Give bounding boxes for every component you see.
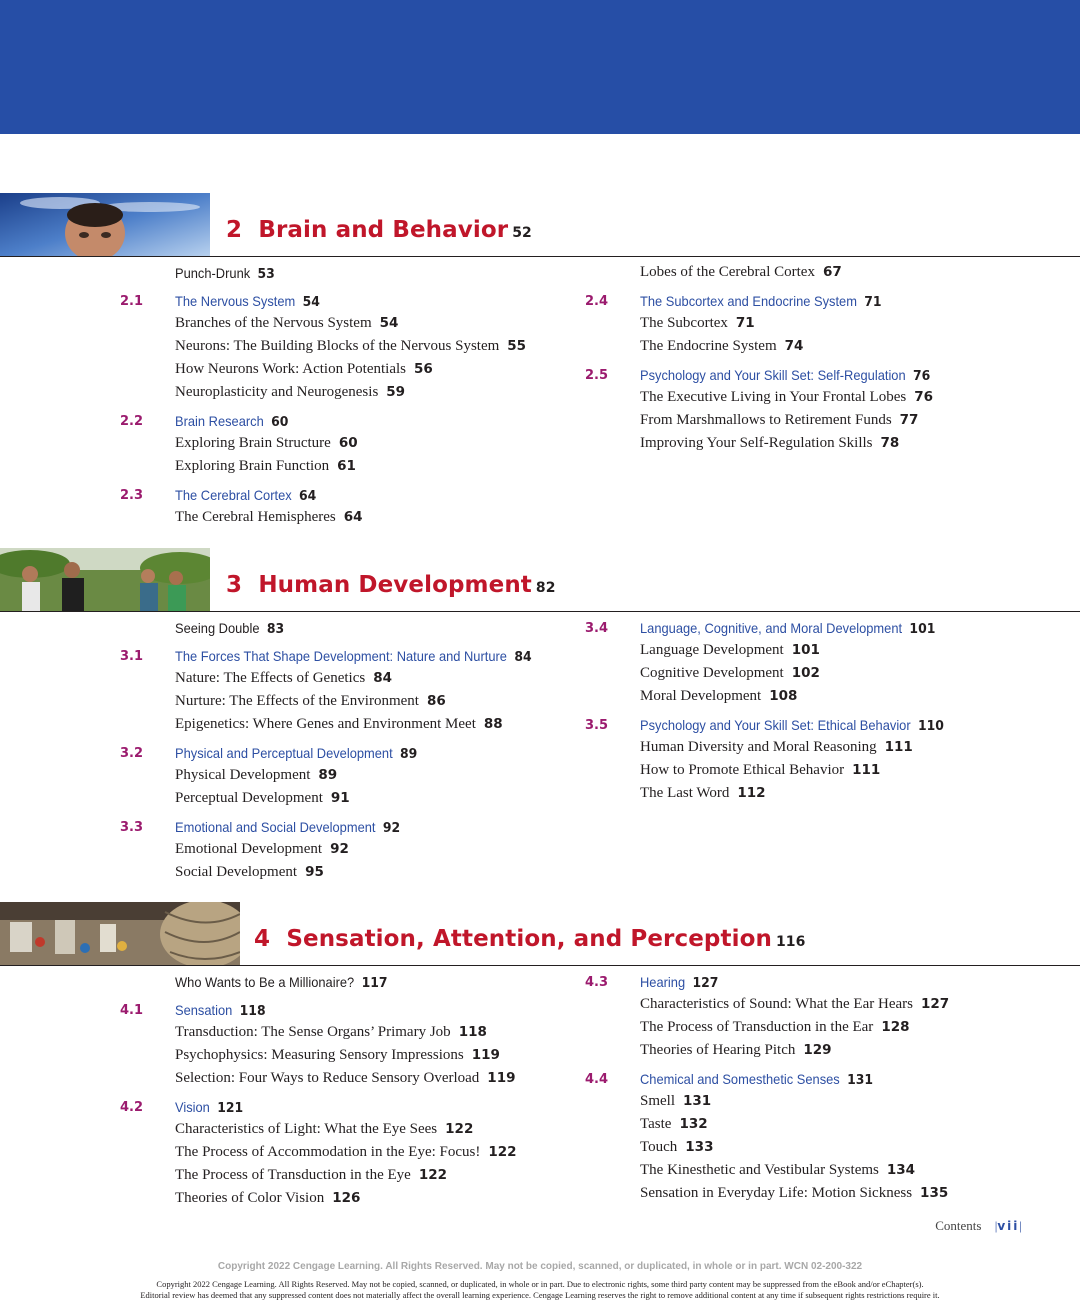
page-number: 111 [852,762,881,778]
entry-title [640,1116,708,1133]
toc-subsection-row [0,457,560,480]
page-number: 121 [217,1100,244,1116]
page-number: 118 [239,1003,266,1019]
entry-label: Characteristics of Light: What the Eye Sees [175,1121,438,1137]
entry-label: Touch [640,1139,678,1155]
page-number: 64 [343,509,363,525]
entry-label: Who Wants to Be a Millionaire? [175,974,355,990]
entry-label: The Subcortex and Endocrine System [640,293,857,309]
section-number: 2.3 [120,488,144,503]
section-title [175,1099,243,1116]
toc-subsection-row [465,1161,1080,1184]
section-title [175,487,316,504]
toc-section-row [465,618,1080,641]
entry-title [175,767,337,784]
page-number: 126 [332,1190,361,1206]
entry-label: Language Development [640,642,784,658]
toc-subsection-row [465,641,1080,664]
page-number: 89 [318,767,338,783]
page-number: 74 [784,338,804,354]
section-number: 3.3 [120,820,144,835]
toc-subsection-row [465,314,1080,337]
entry-title [175,315,398,332]
page-number: 88 [483,716,503,732]
entry-label: Emotional Development [175,841,323,857]
entry-label: Hearing [640,974,686,990]
section-number: 2.1 [120,294,144,309]
page-number: 76 [914,389,934,405]
toc-subsection-row [465,784,1080,807]
chapter-3-page: 82 [535,580,556,596]
entry-title [640,1139,713,1156]
section-title [640,367,930,384]
section-number: 2.2 [120,414,144,429]
toc-section-row [465,365,1080,388]
page-number: 127 [692,975,719,991]
page-number: 84 [373,670,392,686]
toc-subsection-row [465,738,1080,761]
entry-label: The Endocrine System [640,338,777,354]
entry-label: Neuroplasticity and Neurogenesis [175,384,379,400]
section-number: 3.1 [120,649,144,664]
entry-title [640,315,755,332]
page-number: 77 [899,412,919,428]
entry-label: Physical Development [175,767,311,783]
entry-title [640,1042,832,1059]
section-title [175,293,320,310]
entry-title [175,1024,487,1041]
chapter-2-page: 52 [512,225,532,241]
entry-label: How to Promote Ethical Behavior [640,762,845,778]
toc-subsection-row [465,761,1080,784]
entry-label: Chemical and Somesthetic Senses [640,1071,840,1087]
toc-subsection-row [465,1018,1080,1041]
entry-label: Improving Your Self-Regulation Skills [640,435,873,451]
entry-label: Language, Cognitive, and Moral Development [640,620,903,636]
entry-title [640,739,913,756]
page-number: 95 [305,864,324,880]
entry-label: Vision [175,1099,210,1115]
section-title [175,1002,266,1019]
copyright-watermark: Copyright 2022 Cengage Learning. All Rights Reserved. May not be copied, scanned, or duplicated, in whole or in part. WCN 02-200-322 [217,1261,863,1272]
toc-subsection-row [465,263,1080,286]
section-number: 2.5 [585,368,609,383]
entry-title [175,1121,473,1138]
toc-subsection-row [465,434,1080,457]
toc-subsection-row [465,687,1080,710]
toc-subsection-row [465,1092,1080,1115]
entry-label: Moral Development [640,688,762,704]
toc-subsection-row [465,1115,1080,1138]
copyright-notice [0,1279,1080,1301]
page-number: 111 [884,739,913,755]
chapter-rule [0,256,1080,257]
toc-subsection-row [465,1184,1080,1207]
entry-label: Human Diversity and Moral Reasoning [640,739,877,755]
toc-subsection-row [465,337,1080,360]
page-number: 54 [302,294,320,310]
chapter-4-right-column [465,972,1080,1207]
entry-title [640,665,820,682]
entry-label: The Kinesthetic and Vestibular Systems [640,1162,879,1178]
page-number: 56 [414,361,433,377]
page-number: 132 [679,1116,708,1132]
page-number: 91 [330,790,350,806]
section-title [640,293,882,310]
chapter-3-photo [0,548,210,612]
entry-label: Theories of Color Vision [175,1190,325,1206]
entry-label: Punch-Drunk [175,265,251,281]
chapter-2-photo [0,193,210,257]
section-number: 3.2 [120,746,144,761]
toc-subsection-row [465,1138,1080,1161]
entry-title [175,620,284,637]
entry-label: The Nervous System [175,293,296,309]
toc-subsection-row [465,664,1080,687]
page-number: 71 [864,294,882,310]
entry-label: Emotional and Social Development [175,819,376,835]
entry-label: Perceptual Development [175,790,323,806]
toc-section-row [465,1069,1080,1092]
section-title [640,620,935,637]
entry-label: Nature: The Effects of Genetics [175,670,366,686]
entry-title [640,1185,948,1202]
entry-title [640,389,933,406]
page-number: 117 [361,975,388,991]
entry-label: Exploring Brain Function [175,458,330,474]
entry-title [175,864,324,881]
entry-label: Psychophysics: Measuring Sensory Impressions [175,1047,464,1063]
section-number: 3.5 [585,718,609,733]
section-title [175,413,288,430]
entry-label: The Process of Accommodation in the Eye: Focus! [175,1144,481,1160]
page-number: 53 [257,266,275,282]
footer-page-number: vii [997,1219,1020,1233]
page-number: 55 [507,338,527,354]
entry-title [175,716,503,733]
entry-title [640,264,842,281]
page-number: 83 [266,621,285,637]
entry-title [175,435,358,452]
entry-label: The Executive Living in Your Frontal Lobes [640,389,907,405]
entry-label: The Cerebral Hemispheres [175,509,336,525]
entry-label: How Neurons Work: Action Potentials [175,361,406,377]
toc-section-row [465,972,1080,995]
entry-title [640,642,820,659]
chapter-2-title: 2 Brain and Behavior 52 [226,217,532,243]
entry-label: Transduction: The Sense Organs’ Primary Job [175,1024,451,1040]
toc-subsection-row [465,411,1080,434]
entry-label: Seeing Double [175,620,260,636]
section-title [175,819,400,836]
page-number: 76 [912,368,931,384]
entry-title [640,435,899,452]
entry-label: The Forces That Shape Development: Nature and Nurture [175,648,507,664]
chapter-rule [0,611,1080,612]
page-number: 112 [737,785,766,801]
page-number: 134 [886,1162,916,1178]
entry-title [640,785,766,802]
entry-label: Epigenetics: Where Genes and Environment Meet [175,716,476,732]
page-number: 127 [920,996,950,1012]
entry-label: Sensation [175,1002,233,1018]
entry-title [640,1093,711,1110]
entry-label: Characteristics of Sound: What the Ear Hears [640,996,913,1012]
entry-label: Selection: Four Ways to Reduce Sensory Overload [175,1070,480,1086]
page-number: 67 [822,264,842,280]
entry-title [175,1167,447,1184]
entry-title [640,338,803,355]
entry-label: The Process of Transduction in the Eye [175,1167,411,1183]
entry-label: Psychology and Your Skill Set: Self-Regulation [640,367,906,383]
page-number: 64 [299,488,317,504]
section-title [640,717,944,734]
section-title [175,745,417,762]
entry-label: Sensation in Everyday Life: Motion Sickness [640,1185,913,1201]
page-number: 89 [400,746,418,762]
page-number: 84 [514,649,532,665]
chapter-3-title: 3 Human Development 82 [226,572,556,598]
running-footer: Contents |vii| [935,1218,1022,1233]
copyright-notice-line-2: Editorial review has deemed that any suppressed content does not materially affect the overall learning experience. Cengage Learning reserves the right to remove additional content at any time if subsequent rights restrictions require it. [140,1290,940,1300]
toc-subsection-row [0,863,560,886]
entry-title [640,996,949,1013]
page-number: 78 [880,435,900,451]
toc-subsection-row [0,508,560,531]
entry-title [640,1019,910,1036]
entry-title [640,1162,915,1179]
toc-subsection-row [0,840,560,863]
entry-label: Taste [640,1116,672,1132]
page-number: 101 [909,621,936,637]
page-number: 128 [881,1019,910,1035]
section-number: 4.1 [120,1003,144,1018]
page-number: 86 [426,693,446,709]
page-number: 60 [338,435,358,451]
section-number: 4.4 [585,1072,609,1087]
page-number: 59 [386,384,406,400]
page-number: 135 [920,1185,949,1201]
entry-label: The Process of Transduction in the Ear [640,1019,874,1035]
chapter-3-right-column [465,618,1080,807]
page-number: 101 [791,642,820,658]
footer-section-label: Contents [935,1218,982,1233]
entry-label: Smell [640,1093,676,1109]
entry-label: Lobes of the Cerebral Cortex [640,264,815,280]
page-number: 60 [271,414,289,430]
entry-label: Brain Research [175,413,264,429]
page-number: 108 [769,688,798,704]
entry-title [175,361,433,378]
entry-title [175,509,363,526]
page-number: 61 [337,458,356,474]
page-number: 71 [735,315,755,331]
entry-title [175,384,405,401]
toc-subsection-row [465,1041,1080,1064]
page-number: 122 [445,1121,474,1137]
page-number: 54 [379,315,399,331]
page-number: 92 [330,841,349,857]
page-number: 110 [917,718,944,734]
page-number: 122 [418,1167,447,1183]
entry-title [175,1047,500,1064]
page-number: 133 [685,1139,714,1155]
toc-section-row [465,291,1080,314]
entry-title [640,762,880,779]
chapter-4-page: 116 [775,934,806,950]
section-number: 4.3 [585,975,609,990]
entry-label: Branches of the Nervous System [175,315,372,331]
page-number: 122 [488,1144,517,1160]
chapter-rule [0,965,1080,966]
chapter-4-title: 4 Sensation, Attention, and Perception 116 [254,926,806,952]
entry-title [640,412,918,429]
page-number: 131 [683,1093,712,1109]
entry-title [175,693,446,710]
entry-title [175,670,392,687]
entry-label: Psychology and Your Skill Set: Ethical Behavior [640,717,911,733]
entry-label: The Last Word [640,785,730,801]
section-number: 3.4 [585,621,609,636]
page-number: 119 [471,1047,500,1063]
entry-label: Exploring Brain Structure [175,435,331,451]
entry-title [175,790,350,807]
entry-title [640,688,797,705]
entry-title [175,841,349,858]
entry-label: Theories of Hearing Pitch [640,1042,796,1058]
entry-label: Social Development [175,864,298,880]
entry-title [175,1190,360,1207]
page-number: 119 [487,1070,516,1086]
entry-label: From Marshmallows to Retirement Funds [640,412,892,428]
toc-subsection-row [465,995,1080,1018]
section-number: 2.4 [585,294,609,309]
chapter-2-right-column [465,263,1080,457]
page-number: 129 [803,1042,832,1058]
toc-section-row [0,817,560,840]
header-band [0,0,1080,134]
entry-label: Cognitive Development [640,665,784,681]
chapter-4-photo [0,902,240,966]
entry-label: Nurture: The Effects of the Environment [175,693,419,709]
toc-section-row [465,715,1080,738]
entry-label: Physical and Perceptual Development [175,745,393,761]
entry-label: The Subcortex [640,315,728,331]
entry-title [175,265,275,282]
page-number: 118 [458,1024,487,1040]
page-number: 92 [382,820,401,836]
section-number: 4.2 [120,1100,144,1115]
page-number: 102 [791,665,820,681]
toc-subsection-row [465,388,1080,411]
entry-label: Neurons: The Building Blocks of the Nervous System [175,338,500,354]
toc-section-row [0,485,560,508]
section-title [640,1071,873,1088]
entry-title [175,458,356,475]
entry-label: The Cerebral Cortex [175,487,292,503]
copyright-notice-line-1: Copyright 2022 Cengage Learning. All Rights Reserved. May not be copied, scanned, or duplicated, in whole or in part. Due to electronic rights, some third party content may be suppressed from the eBook and/or eChapter(s). [156,1279,924,1289]
entry-title [175,974,388,991]
page-number: 131 [847,1072,874,1088]
section-title [640,974,718,991]
